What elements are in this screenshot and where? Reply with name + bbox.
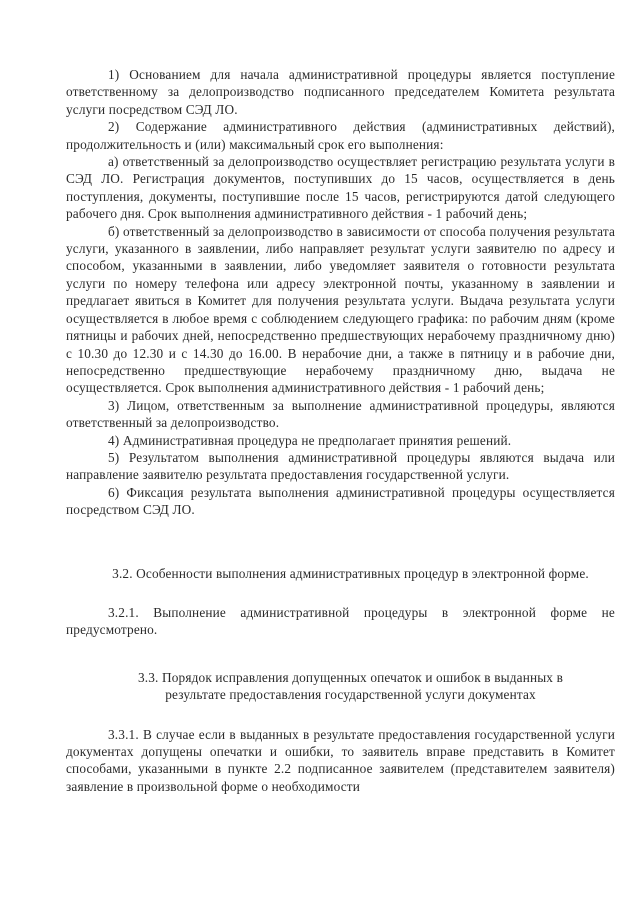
paragraph-no-decisions: 4) Административная процедура не предполагает принятия решений. xyxy=(108,432,512,448)
paragraph-responsible-person: 3) Лицом, ответственным за выполнение административной процедуры, являются ответственный за делопроизводство. xyxy=(66,397,615,431)
paragraph-3-2-1: 3.2.1. Выполнение административной процедуры в электронной форме не предусмотрено. xyxy=(66,604,615,638)
paragraph-procedure-basis: 1) Основанием для начала административной процедуры является поступление ответственному за делопроизводство подписанного председателем Комитета результата услуги посредством СЭД ЛО. xyxy=(66,67,615,117)
paragraph-item-a: а) ответственный за делопроизводство осуществляет регистрацию результата услуги в СЭД ЛО. Регистрация документов, поступивших до 15 часов, осуществляется в день поступления, документы, поступившие после 15 часов, регистрируются датой следующего рабочего дня. Срок выполнения административного действия - 1 рабочий день; xyxy=(66,154,615,222)
paragraph-item-b: б) ответственный за делопроизводство в зависимости от способа получения результата услуги, указанного в заявлении, либо направляет результат услуги заявителю по адресу и способом, указанными в заявлении, либо уведомляет заявителя о готовности результата услуги по номеру телефона или адресу электронной почты, указанному в заявлении и предлагает явиться в Комитет для получения результата услуги. Выдача результата услуги осуществляется в любое время с соблюдением следующего графика: по рабочим дням (кроме пятницы и рабочих дней, непосредственно предшествующих нерабочему праздничному дню) с 10.30 до 12.30 и с 14.30 до 16.00. В нерабочие дни, а также в пятницу и в рабочие дни, непосредственно предшествующие нерабочему праздничному дню, выдача не осуществляется. Срок выполнения административного действия - 1 рабочий день; xyxy=(66,223,615,396)
section-heading-3-3: 3.3. Порядок исправления допущенных опечаток и ошибок в выданных в результате предоставления государственной услуги документах xyxy=(137,669,564,703)
paragraph-procedure-result: 5) Результатом выполнения административной процедуры являются выдача или направление заявителю результата предоставления государственной услуги. xyxy=(66,449,615,483)
document-page xyxy=(66,66,615,795)
paragraph-result-fixation: 6) Фиксация результата выполнения административной процедуры осуществляется посредством СЭД ЛО. xyxy=(66,484,615,518)
paragraph-3-3-1: 3.3.1. В случае если в выданных в результате предоставления государственной услуги документах допущены опечатки и ошибки, то заявитель вправе представить в Комитет способами, указанными в пункте 2.2 подписанное заявителем (представителем заявителя) заявление в произвольной форме о необходимости xyxy=(66,726,615,794)
section-heading-3-2: 3.2. Особенности выполнения административных процедур в электронной форме. xyxy=(112,565,589,581)
paragraph-action-content: 2) Содержание административного действия (административных действий), продолжительность и (или) максимальный срок его выполнения: xyxy=(66,119,615,152)
